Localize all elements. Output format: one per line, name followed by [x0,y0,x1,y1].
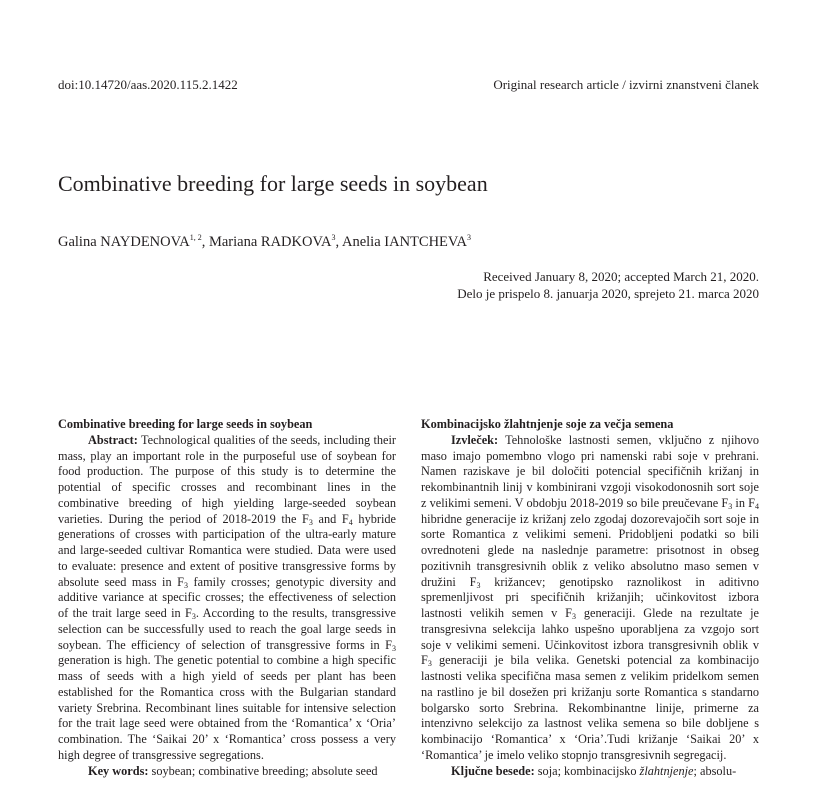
author-affiliation: 1, 2 [189,233,202,242]
submission-dates [457,268,759,302]
author-affiliation: 3 [466,233,471,242]
keywords-label: Ključne besede: [451,763,535,778]
english-keywords: Key words: soybean; combinative breeding; absolute seed [88,763,378,778]
author-list [58,233,471,251]
dates-english: Received January 8, 2020; accepted March 21, 2020. [483,269,759,284]
abstract-label: Izvleček: [451,432,499,447]
doi: doi:10.14720/aas.2020.115.2.1422 [58,77,238,92]
slovene-abstract-heading: Kombinacijsko žlahtnjenje soje za večja semena [421,417,674,431]
keywords-label: Key words: [88,763,149,778]
author-separator: , [201,234,209,250]
author-name: Anelia IANTCHEVA [342,234,467,250]
english-abstract: Abstract: Technological qualities of the seeds, including their mass, play an important role in the purposeful use of soybean for food production. The purpose of this study is to determine the potential of specific crosses and recombinant lines in the combinative breeding of high yielding large-seeded soybean varieties. During the period of 2018-2019 the $F_3$ and $F_4$ hybride generations of crosses with participation of the ultra-early mature and large-seeded cultivar Romantica were studied. Data were used to evaluate: presence and extent of positive transgressive forms by absolute seed mass in $F_3$ family crosses; genotypic diversity and additive variance at specific crosses; the effectiveness of selection of the trait large seed in $F_3$. According to the results, transgressive selection can be successfully used to reach the goal large seeds in soybean. The efficiency of selection of transgressive forms in $F_3$ generation is high. The genetic potential to combine a high specific mass of seeds with a high yield of seeds per plant has been established for the Romantica cross with the Bulgarian standard variety Srebrina. Recombinant lines suitable for intensive selection for the trait lage seed were obtained from the ‘Romantica’ x ‘Oria’ combination. The ‘Saikai 20’ x ‘Romantica’ cross possess a very high degree of transgressive segregations. [58,432,397,762]
dates-slovene: Delo je prispelo 8. januarja 2020, sprejeto 21. marca 2020 [457,286,759,301]
english-abstract-heading: Combinative breeding for large seeds in soybean [58,417,313,431]
slovene-abstract: Izvleček: Tehnološke lastnosti semen, vključno z njihovo maso imajo pomembno vlogo pri namenski rabi soje v prehrani. Namen raziskave je bil določiti potencial specifičnih križanj in rekombinantnih linij v kombinirani vzgoji visokodonosnih sort soje z velikimi semeni. V obdobju 2018-2019 so bile preučevane $F_3$ in $F_4$ hibridne generacije iz križanj zelo zgodaj dozorevajočih sort soje in sorte Romantica z velikimi semeni. Pridobljeni podatki so bili ovrednoteni glede na naslednje parametre: prisotnost in obseg pozitivnih transgresivnih oblik z veliko absolutno maso semen v družini $F_3$ križancev; genotipsko raznolikost in aditivno spremenljivost pri specifičnih križanjih; učinkovitost izbora lastnosti velikih semen v $F_3$ generaciji. Glede na rezultate je transgresivna selekcija lahko uspešno uporabljena za vzgojo sort soje v velikimi semeni. Učinkovitost izbora transgresivnih oblik v $F_3$ generaciji je bila velika. Genetski potencial za kombinacijo lastnosti velika specifična masa semen z velikim pridelkom semen na rastlino je bil dosežen pri križanju sorte Romantica s standarno bolgarsko sorto Srebrina. Rekombinantne linije, primerne za intenzivno selekcijo za lastnost velika semena so bile dobljene s kombinacijo ‘Romantica’ x ‘Oria’.Tudi križanje ‘Saikai 20’ x ‘Romantica’ je imelo veliko stopnjo transgresivnih segregacij. [421,432,759,762]
article-type: Original research article / izvirni znanstveni članek [493,77,759,92]
paper-title: Combinative breeding for large seeds in soybean [58,171,488,196]
slovene-keywords: Ključne besede: soja; kombinacijsko žlahtnjenje; absolu- [451,763,737,778]
author-separator: , [335,234,342,250]
abstract-label: Abstract: [88,432,138,447]
english-abstract-column [58,417,396,779]
author-name: Mariana RADKOVA [208,234,332,250]
author-affiliation: 3 [331,233,336,242]
author-name: Galina NAYDENOVA [58,234,190,250]
slovene-abstract-column [421,417,759,779]
